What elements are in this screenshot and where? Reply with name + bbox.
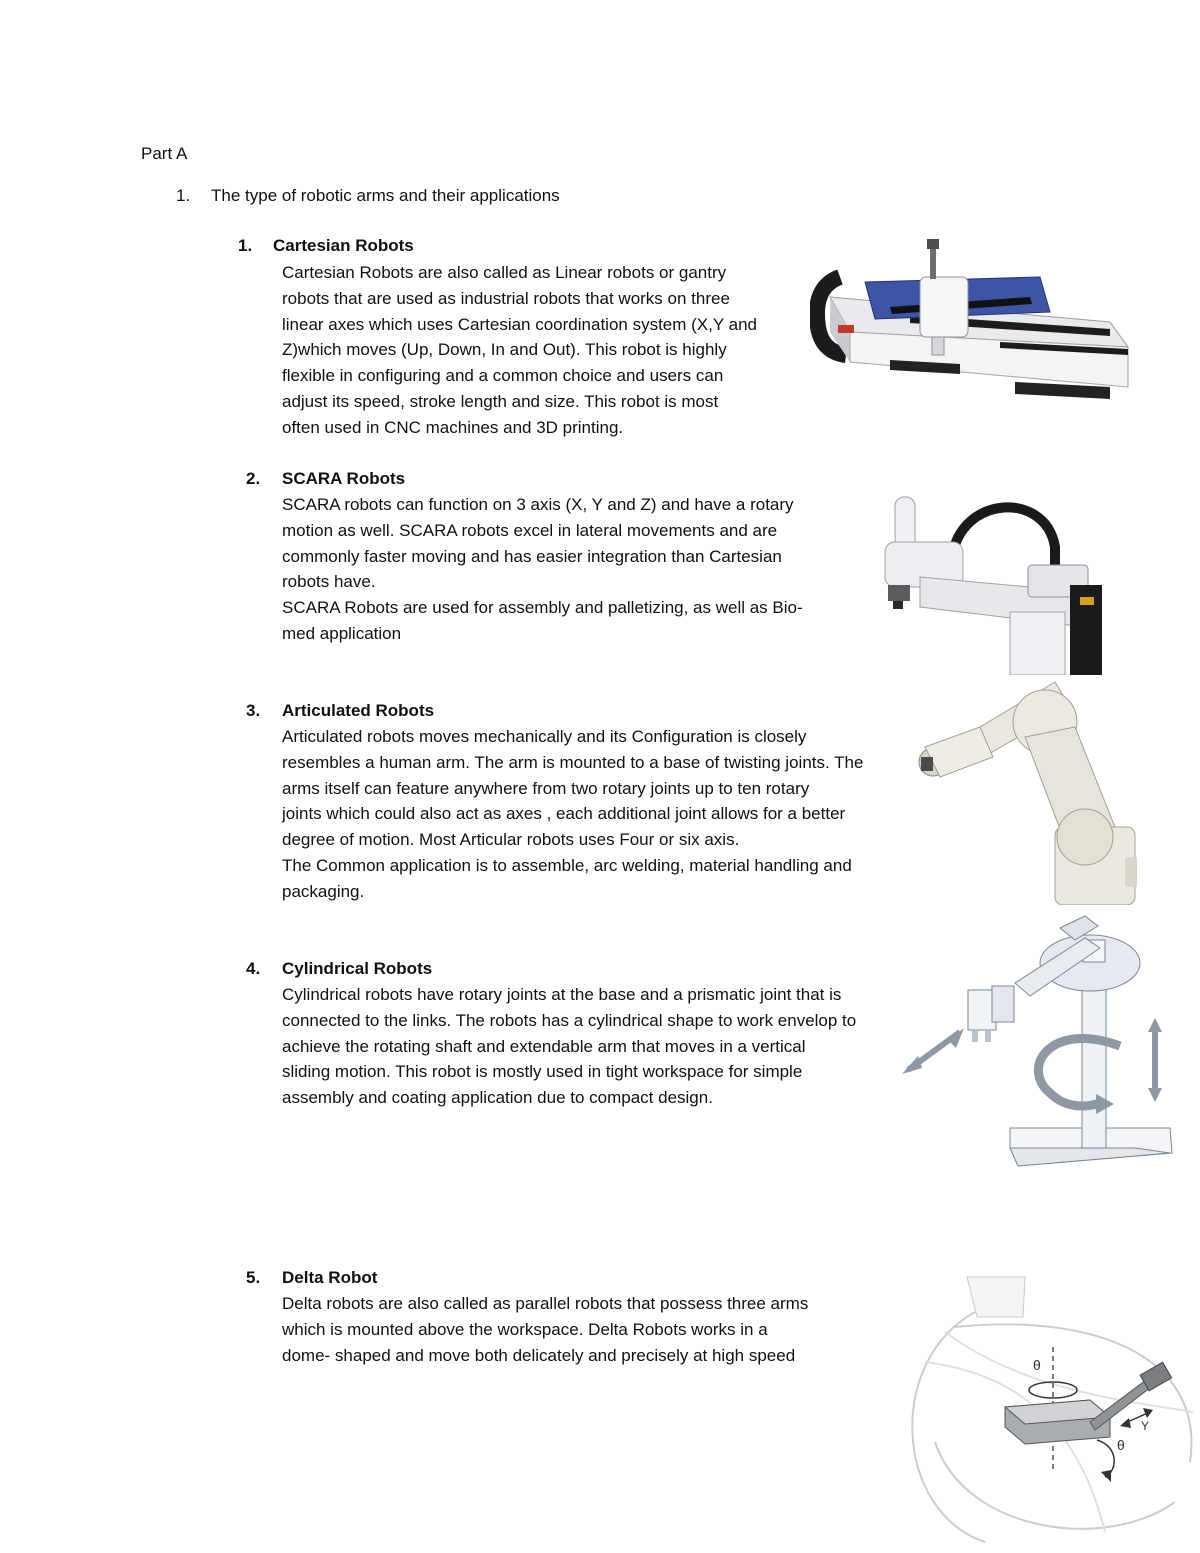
- section-3-title: Articulated Robots: [282, 701, 435, 720]
- section-2-line: med application: [282, 623, 402, 643]
- section-2-title: SCARA Robots: [282, 469, 406, 488]
- section-1-line: Z)which moves (Up, Down, In and Out). This robot is highly: [282, 340, 727, 360]
- section-5-number: 5.: [246, 1268, 261, 1287]
- section-1-title: Cartesian Robots: [273, 236, 414, 255]
- section-5-body: [282, 1291, 808, 1368]
- section-2-line: commonly faster moving and has easier integration than Cartesian: [282, 546, 782, 566]
- question-text: The type of robotic arms and their applications: [211, 186, 560, 205]
- section-5-title: Delta Robot: [282, 1268, 378, 1287]
- section-5-line: which is mounted above the workspace. Delta Robots works in a: [282, 1319, 768, 1339]
- cylindrical-robot-image: [900, 908, 1175, 1198]
- section-1-line: often used in CNC machines and 3D printing.: [282, 417, 624, 437]
- part-heading: Part A: [141, 144, 188, 163]
- section-3-number: 3.: [246, 701, 261, 720]
- section-4-body: [282, 982, 856, 1111]
- section-3-line: joints which could also act as axes , each additional joint allows for a better: [282, 804, 846, 824]
- section-1-body: [282, 260, 757, 441]
- section-4-title: Cylindrical Robots: [282, 959, 433, 978]
- section-4-number: 4.: [246, 959, 261, 978]
- section-4-line: connected to the links. The robots has a cylindrical shape to work envelop to: [282, 1010, 857, 1030]
- section-1-line: Cartesian Robots are also called as Linear robots or gantry: [282, 263, 727, 282]
- section-4-line: Cylindrical robots have rotary joints at the base and a prismatic joint that is: [282, 985, 842, 1004]
- section-2-line: motion as well. SCARA robots excel in lateral movements and are: [282, 520, 778, 540]
- articulated-robot-image: [915, 677, 1145, 905]
- section-2-line: SCARA robots can function on 3 axis (X, Y and Z) and have a rotary: [282, 495, 794, 514]
- question-number: 1.: [176, 186, 191, 205]
- section-1-line: adjust its speed, stroke length and size. This robot is most: [282, 391, 719, 411]
- section-3-line: arms itself can feature anywhere from two rotary joints up to ten rotary: [282, 778, 810, 798]
- theta-bottom-label: θ: [1117, 1437, 1125, 1453]
- section-3-line: resembles a human arm. The arm is mounted to a base of twisting joints. The: [282, 752, 864, 772]
- section-1-line: linear axes which uses Cartesian coordination system (X,Y and: [282, 314, 757, 334]
- section-3-line: The Common application is to assemble, arc welding, material handling and: [282, 855, 852, 875]
- section-2-line: robots have.: [282, 572, 376, 592]
- delta-robot-image: [905, 1272, 1200, 1553]
- section-2-body: [282, 492, 803, 647]
- theta-top-label: θ: [1033, 1357, 1041, 1373]
- section-2-line: SCARA Robots are used for assembly and palletizing, as well as Bio-: [282, 598, 803, 618]
- section-4-line: achieve the rotating shaft and extendable arm that moves in a vertical: [282, 1036, 806, 1056]
- section-4-line: sliding motion. This robot is mostly used in tight workspace for simple: [282, 1062, 803, 1082]
- section-3-line: packaging.: [282, 881, 365, 901]
- scara-robot-image: [880, 487, 1105, 675]
- section-2-number: 2.: [246, 469, 261, 488]
- section-5-line: dome- shaped and move both delicately and precisely at high speed: [282, 1345, 796, 1365]
- section-3-line: degree of motion. Most Articular robots uses Four or six axis.: [282, 830, 740, 850]
- section-3-body: [282, 724, 863, 905]
- section-1-line: flexible in configuring and a common choice and users can: [282, 366, 724, 386]
- y-axis-label: Y: [1141, 1419, 1150, 1433]
- cartesian-robot-image: [810, 237, 1140, 415]
- section-5-line: Delta robots are also called as parallel robots that possess three arms: [282, 1294, 809, 1313]
- section-3-line: Articulated robots moves mechanically and its Configuration is closely: [282, 727, 807, 746]
- section-4-line: assembly and coating application due to compact design.: [282, 1088, 713, 1108]
- section-1-number: 1.: [238, 236, 253, 255]
- section-1-line: robots that are used as industrial robots that works on three: [282, 288, 730, 308]
